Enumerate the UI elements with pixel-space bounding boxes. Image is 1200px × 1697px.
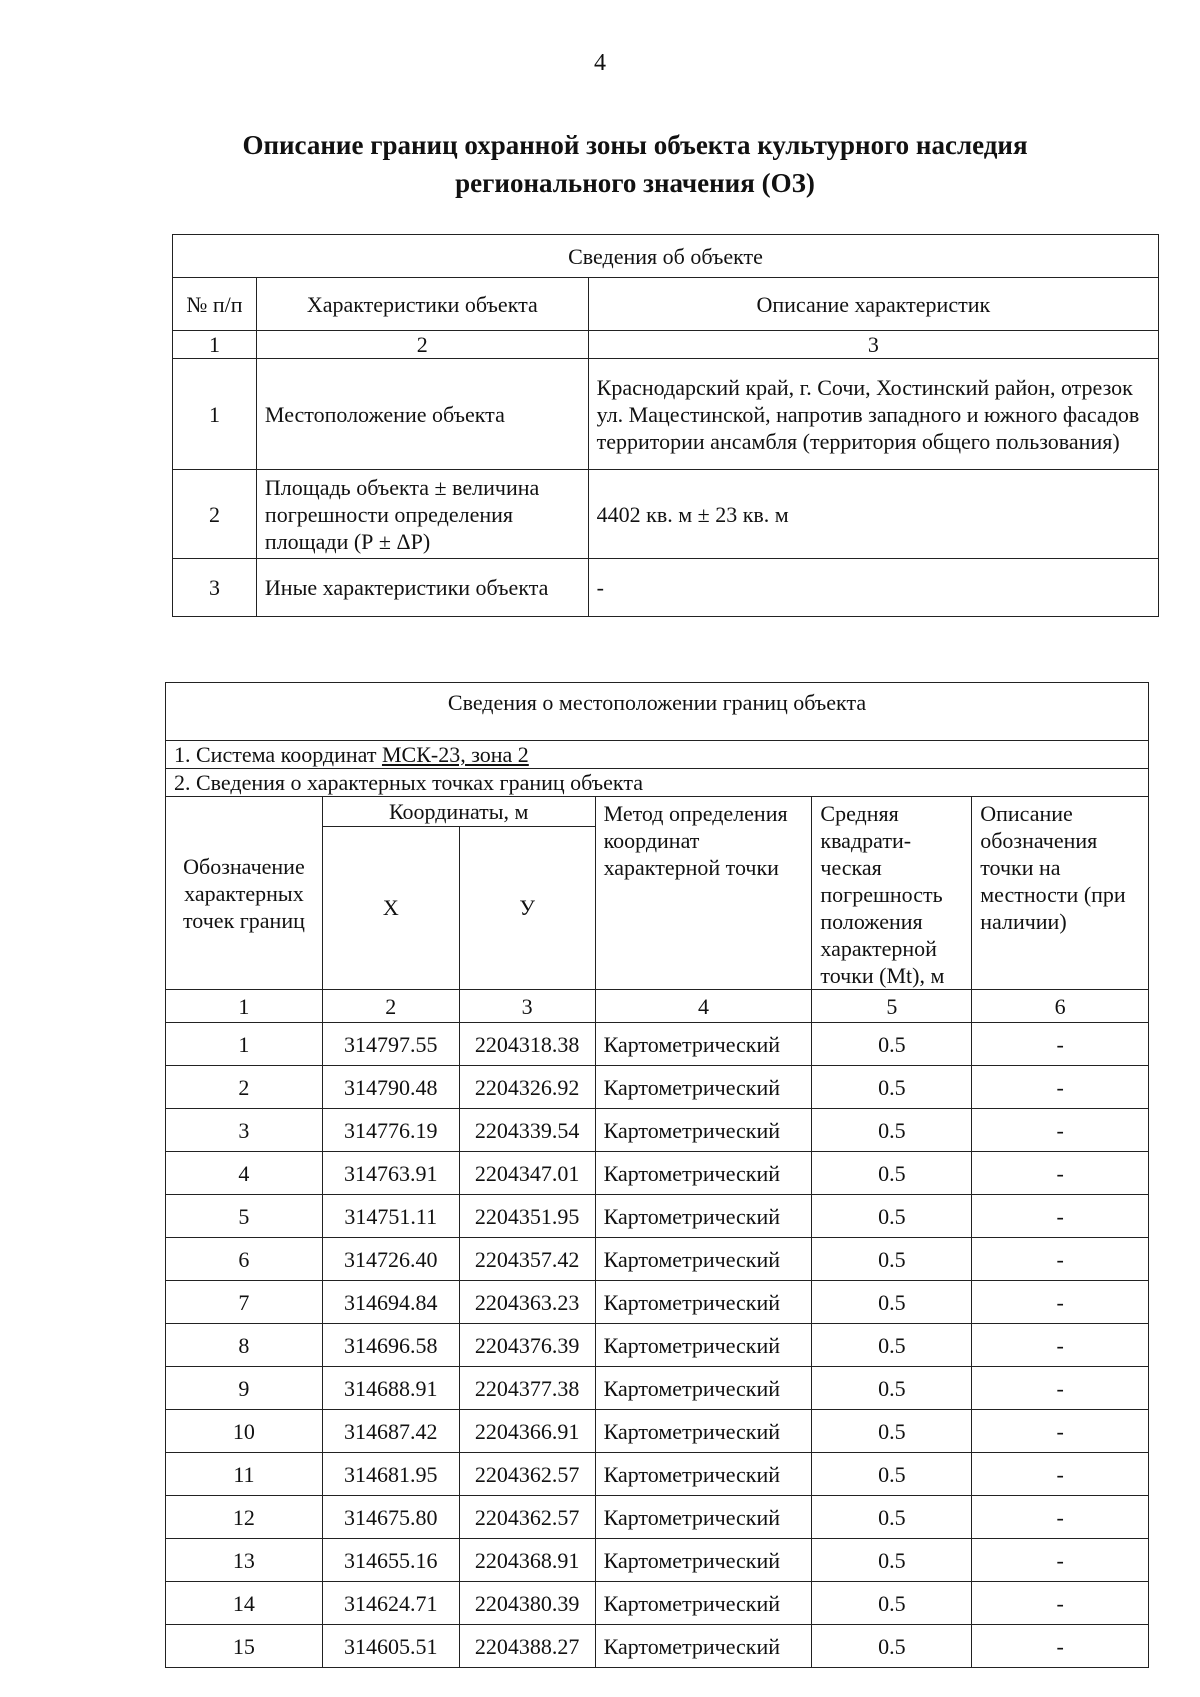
point-method: Картометрический [595,1152,812,1195]
table-row [166,1496,1149,1539]
header-y: У [459,826,595,989]
col-number: 4 [595,990,812,1023]
point-desc: - [972,1496,1149,1539]
points-title: 2. Сведения о характерных точках границ объекта [166,769,1149,797]
col-number: 1 [166,990,323,1023]
col-number: 1 [173,331,257,359]
point-method: Картометрический [595,1496,812,1539]
point-method: Картометрический [595,1324,812,1367]
point-error: 0.5 [812,1496,972,1539]
table-row [166,1453,1149,1496]
title-line-2: регионального значения (ОЗ) [455,168,815,198]
point-error: 0.5 [812,1109,972,1152]
point-desc: - [972,1066,1149,1109]
table-row [166,1539,1149,1582]
point-x: 314694.84 [322,1281,459,1324]
point-number: 15 [166,1625,323,1668]
point-desc: - [972,1109,1149,1152]
row-name: Площадь объекта ± величина погрешности определения площади (Р ± ΔР) [256,470,588,559]
table-row [166,1625,1149,1668]
point-method: Картометрический [595,1195,812,1238]
point-x: 314726.40 [322,1238,459,1281]
point-y: 2204376.39 [459,1324,595,1367]
row-value: Краснодарский край, г. Сочи, Хостинский район, отрезок ул. Мацестинской, напротив западного и южного фасадов территории ансамбля (территория общего пользования) [588,359,1158,470]
point-error: 0.5 [812,1324,972,1367]
point-y: 2204380.39 [459,1582,595,1625]
header-description: Описание характеристик [588,278,1158,331]
point-x: 314655.16 [322,1539,459,1582]
point-desc: - [972,1410,1149,1453]
point-error: 0.5 [812,1023,972,1066]
point-method: Картометрический [595,1238,812,1281]
point-error: 0.5 [812,1582,972,1625]
point-desc: - [972,1238,1149,1281]
point-y: 2204362.57 [459,1453,595,1496]
table-row [166,1023,1149,1066]
row-value: 4402 кв. м ± 23 кв. м [588,470,1158,559]
point-x: 314696.58 [322,1324,459,1367]
row-num: 3 [173,559,257,617]
point-number: 9 [166,1367,323,1410]
point-desc: - [972,1582,1149,1625]
col-number: 2 [256,331,588,359]
title-line-1: Описание границ охранной зоны объекта культурного наследия [242,130,1028,160]
point-y: 2204351.95 [459,1195,595,1238]
table-row [173,470,1159,559]
point-number: 1 [166,1023,323,1066]
header-method: Метод определения координат характерной точки [595,797,812,990]
col-number: 5 [812,990,972,1023]
point-number: 7 [166,1281,323,1324]
point-desc: - [972,1453,1149,1496]
point-error: 0.5 [812,1625,972,1668]
point-number: 3 [166,1109,323,1152]
point-x: 314605.51 [322,1625,459,1668]
header-error: Средняя квадрати-ческая погрешность положения характерной точки (Mt), м [812,797,972,990]
point-desc: - [972,1195,1149,1238]
row-num: 1 [173,359,257,470]
point-desc: - [972,1367,1149,1410]
table-row [166,1152,1149,1195]
table-row [166,1109,1149,1152]
point-number: 13 [166,1539,323,1582]
point-x: 314763.91 [322,1152,459,1195]
point-error: 0.5 [812,1367,972,1410]
point-error: 0.5 [812,1066,972,1109]
col-number: 2 [322,990,459,1023]
table-row [166,1281,1149,1324]
point-x: 314681.95 [322,1453,459,1496]
header-characteristic: Характеристики объекта [256,278,588,331]
table-row [166,1582,1149,1625]
point-x: 314688.91 [322,1367,459,1410]
col-number: 6 [972,990,1149,1023]
point-error: 0.5 [812,1410,972,1453]
table-row [166,1367,1149,1410]
table-row [173,559,1159,617]
point-y: 2204362.57 [459,1496,595,1539]
point-desc: - [972,1152,1149,1195]
header-coords: Координаты, м [322,797,595,827]
row-name: Иные характеристики объекта [256,559,588,617]
point-method: Картометрический [595,1410,812,1453]
point-y: 2204347.01 [459,1152,595,1195]
point-error: 0.5 [812,1539,972,1582]
coord-system-value: МСК-23, зона 2 [381,742,529,767]
point-x: 314675.80 [322,1496,459,1539]
page-number: 4 [594,50,606,76]
point-y: 2204357.42 [459,1238,595,1281]
point-x: 314751.11 [322,1195,459,1238]
point-error: 0.5 [812,1152,972,1195]
point-y: 2204363.23 [459,1281,595,1324]
table-row [166,1324,1149,1367]
boundary-section-title: Сведения о местоположении границ объекта [166,683,1149,741]
point-y: 2204318.38 [459,1023,595,1066]
boundary-table [165,682,1149,1668]
point-number: 4 [166,1152,323,1195]
point-y: 2204388.27 [459,1625,595,1668]
table-row [166,1238,1149,1281]
table-row [166,1195,1149,1238]
point-desc: - [972,1539,1149,1582]
point-number: 8 [166,1324,323,1367]
point-method: Картометрический [595,1453,812,1496]
point-x: 314624.71 [322,1582,459,1625]
point-method: Картометрический [595,1625,812,1668]
point-desc: - [972,1023,1149,1066]
coord-system-row [166,741,1149,769]
header-x: X [322,826,459,989]
row-num: 2 [173,470,257,559]
object-info-section-title: Сведения об объекте [173,235,1159,278]
page-title [175,126,1095,202]
point-method: Картометрический [595,1066,812,1109]
points-body [166,1023,1149,1668]
point-method: Картометрический [595,1109,812,1152]
point-number: 10 [166,1410,323,1453]
col-number: 3 [459,990,595,1023]
point-number: 2 [166,1066,323,1109]
object-info-table [172,234,1159,617]
point-number: 5 [166,1195,323,1238]
point-error: 0.5 [812,1195,972,1238]
header-desc: Описание обозначения точки на местности (при наличии) [972,797,1149,990]
point-error: 0.5 [812,1281,972,1324]
point-method: Картометрический [595,1582,812,1625]
table-row [166,1066,1149,1109]
point-method: Картометрический [595,1281,812,1324]
header-point: Обозначение характерных точек границ [166,797,323,990]
point-method: Картометрический [595,1023,812,1066]
point-x: 314790.48 [322,1066,459,1109]
table-row [173,359,1159,470]
point-y: 2204368.91 [459,1539,595,1582]
point-number: 14 [166,1582,323,1625]
point-method: Картометрический [595,1367,812,1410]
point-desc: - [972,1281,1149,1324]
col-number: 3 [588,331,1158,359]
point-desc: - [972,1625,1149,1668]
point-error: 0.5 [812,1238,972,1281]
point-y: 2204326.92 [459,1066,595,1109]
point-method: Картометрический [595,1539,812,1582]
point-number: 11 [166,1453,323,1496]
point-error: 0.5 [812,1453,972,1496]
point-number: 12 [166,1496,323,1539]
point-x: 314797.55 [322,1023,459,1066]
point-desc: - [972,1324,1149,1367]
coord-system-prefix: 1. Система координат [174,742,382,767]
row-value: - [588,559,1158,617]
row-name: Местоположение объекта [256,359,588,470]
point-y: 2204377.38 [459,1367,595,1410]
table-row [166,1410,1149,1453]
point-x: 314776.19 [322,1109,459,1152]
point-x: 314687.42 [322,1410,459,1453]
point-y: 2204366.91 [459,1410,595,1453]
point-y: 2204339.54 [459,1109,595,1152]
point-number: 6 [166,1238,323,1281]
header-num: № п/п [173,278,257,331]
